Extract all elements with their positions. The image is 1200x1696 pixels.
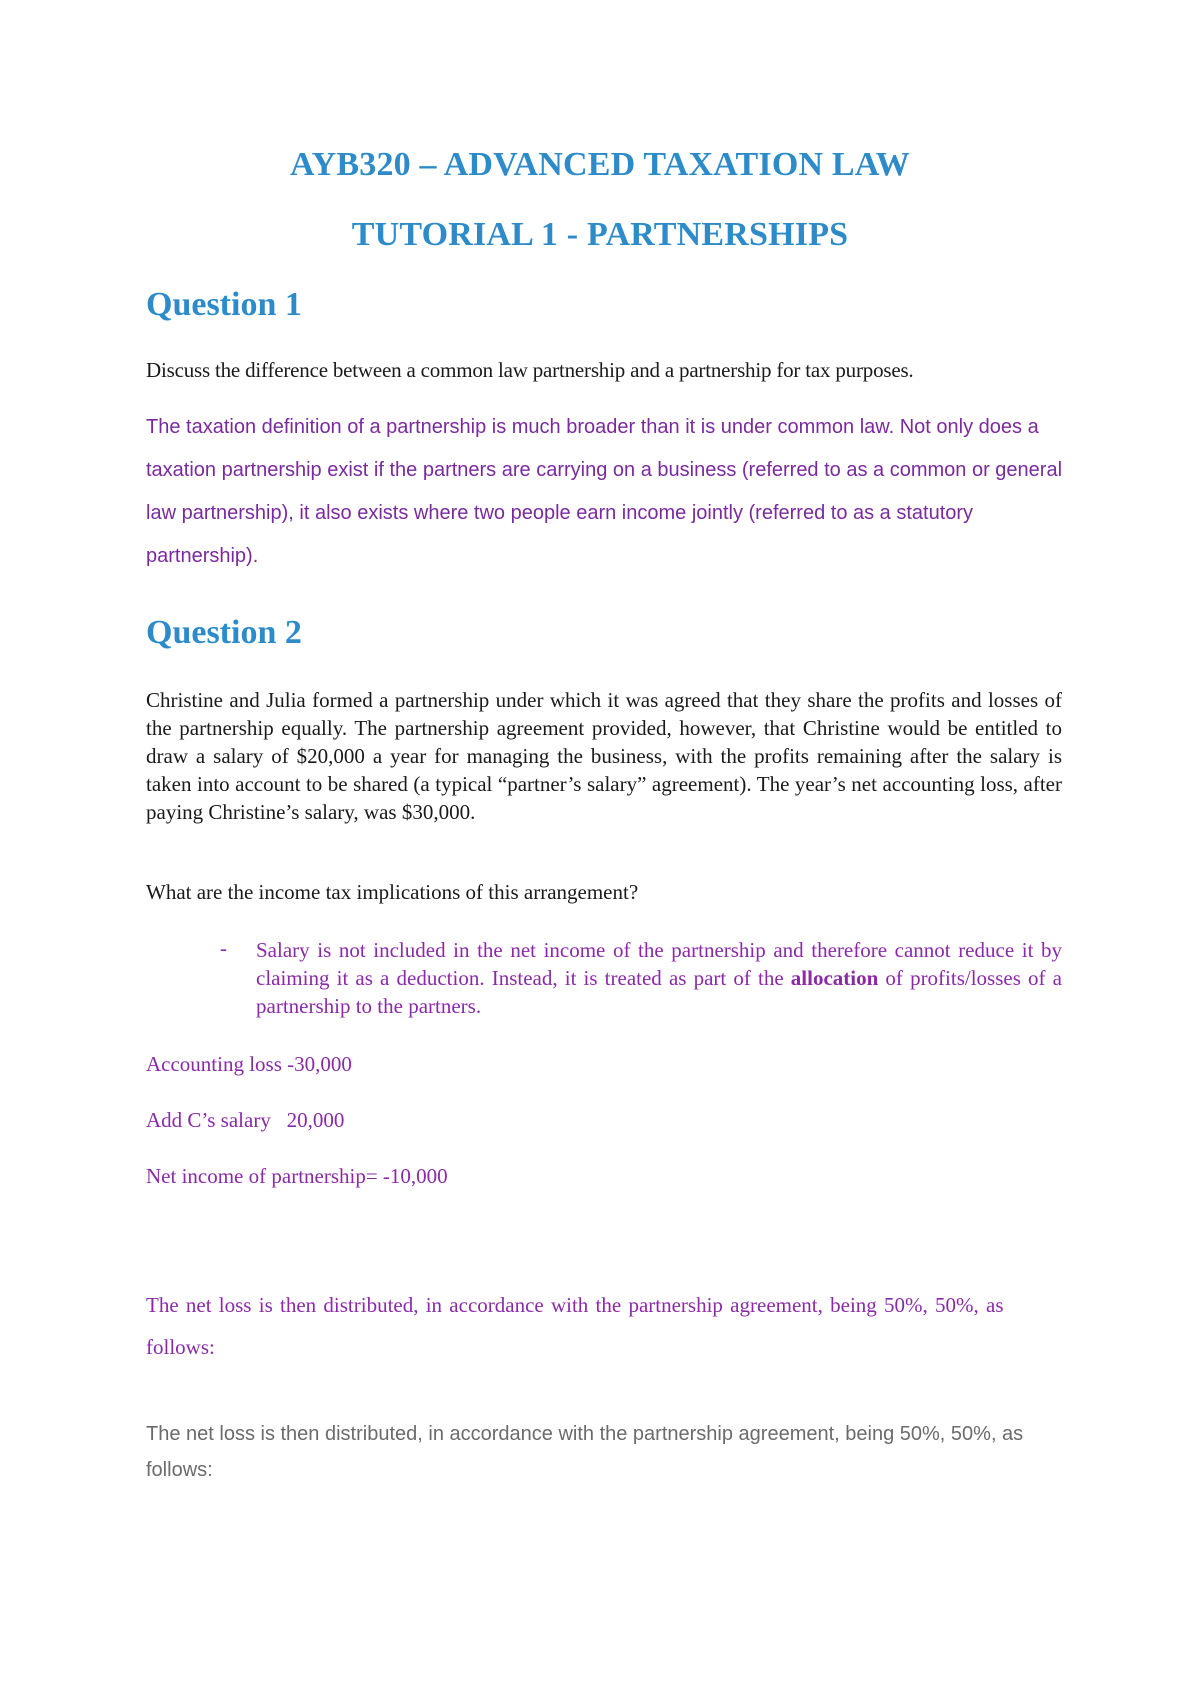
document-subtitle: TUTORIAL 1 - PARTNERSHIPS <box>351 216 849 253</box>
question-1-answer: The taxation definition of a partnership is much broader than it is under common law. Not only does a taxation partnership exist if the partners are carrying on a business (referred to as a common or general law partnership), it also exists where two people earn income jointly (referred to as a statutory partnership). <box>146 416 1063 567</box>
question-1-prompt: Discuss the difference between a common law partnership and a partnership for tax purposes. <box>146 358 914 382</box>
question-2-question: What are the income tax implications of this arrangement? <box>146 880 639 904</box>
calc-net-income: Net income of partnership= -10,000 <box>146 1164 448 1188</box>
bullet-text-part2: of profits/losses of a partnership to the partners. <box>256 966 1062 1018</box>
document-title: AYB320 – ADVANCED TAXATION LAW <box>289 146 910 183</box>
question-2-heading: Question 2 <box>146 614 302 651</box>
calc-add-salary: Add C’s salary 20,000 <box>146 1108 345 1132</box>
question-2-scenario: Christine and Julia formed a partnership under which it was agreed that they share the profits and losses of the partnership equally. The partnership agreement provided, however, that Christine would be entitled to draw a salary of $20,000 a year for managing the business, with the profits remaining after the salary is taken into account to be shared (a typical “partner’s salary” agreement). The year’s net accounting loss, after paying Christine’s salary, was $30,000. <box>146 688 1062 824</box>
calc-accounting-loss: Accounting loss -30,000 <box>146 1052 352 1076</box>
question-1-heading: Question 1 <box>146 286 302 323</box>
distribution-text-sans: The net loss is then distributed, in accordance with the partnership agreement, being 50%, 50%, as follows: <box>146 1423 1024 1481</box>
bullet-text <box>256 936 1062 1020</box>
distribution-text-serif: The net loss is then distributed, in accordance with the partnership agreement, being 50%, 50%, as follows: <box>146 1293 1004 1359</box>
bullet-dash: - <box>220 936 227 960</box>
bullet-text-bold: allocation <box>790 966 879 990</box>
bullet-text-part1: Salary is not included in the net income of the partnership and therefore cannot reduce it by claiming it as a deduction. Instead, it is treated as part of the <box>256 938 1062 990</box>
